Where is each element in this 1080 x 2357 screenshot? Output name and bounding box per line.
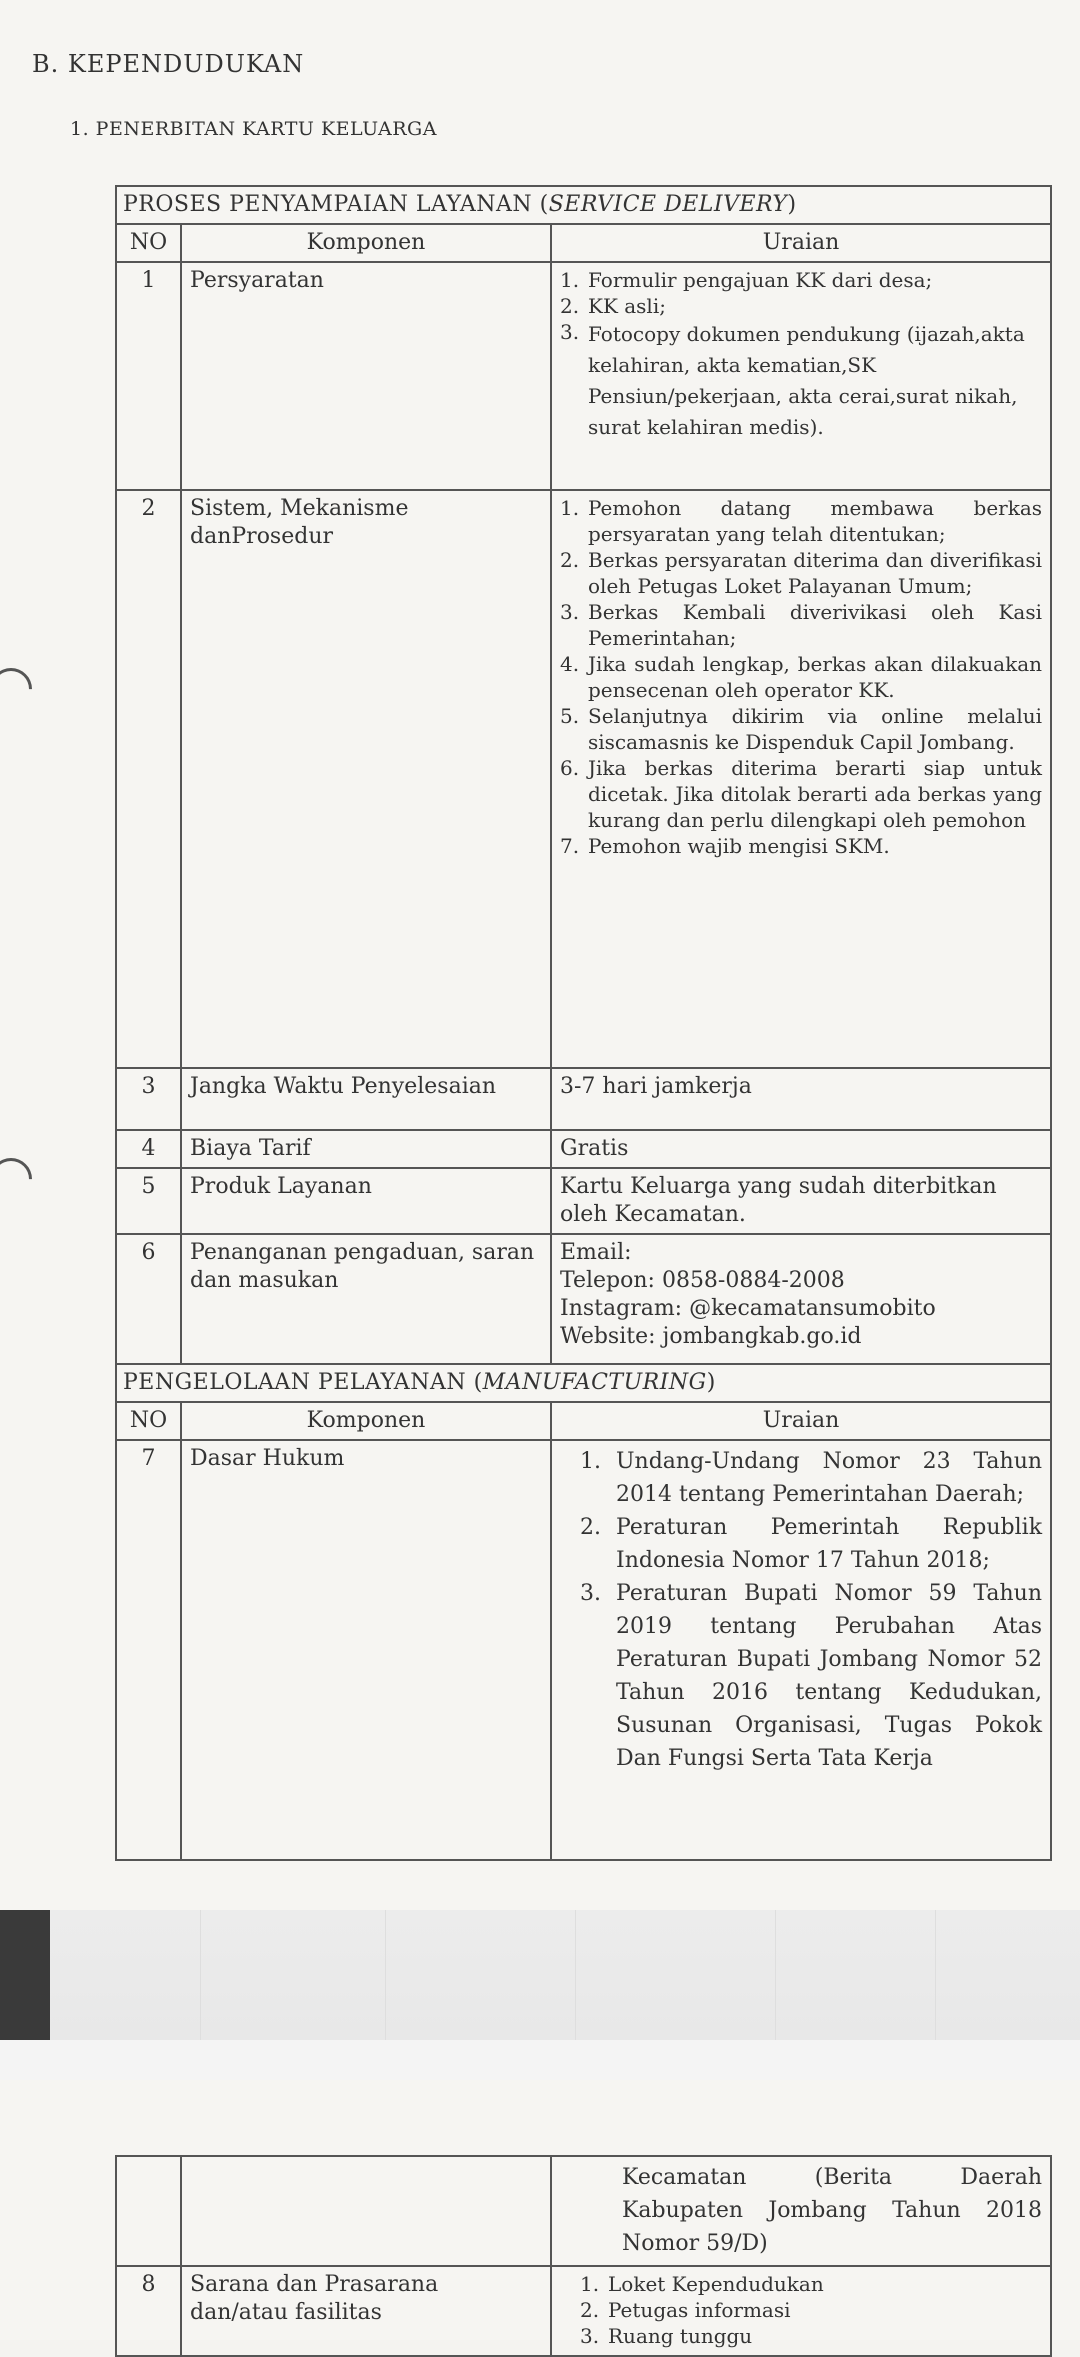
row-description xyxy=(551,1234,1051,1364)
service-delivery-header-row xyxy=(116,186,1051,224)
row-description: Kartu Keluarga yang sudah diterbitkan oleh Kecamatan. xyxy=(551,1168,1051,1234)
list xyxy=(560,2271,1042,2349)
list-item: 2. KK asli; xyxy=(560,294,666,318)
list-item: 1. Pemohon datang membawa berkas persyaratan yang telah ditentukan; xyxy=(560,496,1043,546)
row-description xyxy=(551,490,1051,1068)
row-component: Penanganan pengaduan, saran dan masukan xyxy=(181,1234,551,1364)
list-item: 1. Undang-Undang Nomor 23 Tahun 2014 tentang Pemerintahan Daerah; xyxy=(580,1449,1043,1507)
table-row xyxy=(116,1440,1051,1860)
row-number: 1 xyxy=(116,262,181,490)
row-component: Dasar Hukum xyxy=(181,1440,551,1860)
col-component: Komponen xyxy=(181,1402,551,1440)
contact-website: Website: jombangkab.go.id xyxy=(560,1324,862,1349)
row-component xyxy=(181,2156,551,2266)
col-component: Komponen xyxy=(181,224,551,262)
column-header-row xyxy=(116,1402,1051,1440)
service-delivery-header: PROSES PENYAMPAIAN LAYANAN (SERVICE DELIVERY) xyxy=(116,186,1051,224)
list-item: 1. Formulir pengajuan KK dari desa; xyxy=(560,268,933,292)
row-component: Persyaratan xyxy=(181,262,551,490)
document-page-2 xyxy=(0,2080,1080,2348)
row-number: 7 xyxy=(116,1440,181,1860)
page-gap xyxy=(0,2040,1080,2080)
punch-hole-icon xyxy=(0,1149,41,1208)
row-number: 8 xyxy=(116,2266,181,2356)
list-item: 3. Fotocopy dokumen pendukung (ijazah,akta kelahiran, akta kematian,SK Pensiun/pekerjaan, akta cerai,surat nikah, surat kelahiran medis). xyxy=(560,320,1025,439)
list xyxy=(560,495,1042,859)
contact-instagram: Instagram: @kecamatansumobito xyxy=(560,1296,936,1321)
list-item: 7. Pemohon wajib mengisi SKM. xyxy=(560,834,890,858)
row-component: Sistem, Mekanisme danProsedur xyxy=(181,490,551,1068)
list-item: 4. Jika sudah lengkap, berkas akan dilakuakan pensecenan oleh operator KK. xyxy=(560,652,1043,702)
col-no: NO xyxy=(116,224,181,262)
row-number: 5 xyxy=(116,1168,181,1234)
service-table xyxy=(115,185,1052,1861)
list-item: 3. Ruang tunggu xyxy=(580,2324,753,2348)
row-description: Gratis xyxy=(551,1130,1051,1168)
col-description: Uraian xyxy=(551,1402,1051,1440)
continuation-table xyxy=(115,2155,1052,2357)
row-number: 4 xyxy=(116,1130,181,1168)
table-row xyxy=(116,1130,1051,1168)
col-description: Uraian xyxy=(551,224,1051,262)
contact-phone: Telepon: 0858-0884-2008 xyxy=(560,1268,845,1293)
table-row xyxy=(116,262,1051,490)
row-description xyxy=(551,1440,1051,1860)
row-component: Biaya Tarif xyxy=(181,1130,551,1168)
row-component: Produk Layanan xyxy=(181,1168,551,1234)
list xyxy=(560,267,1042,443)
row-description: Kecamatan (Berita Daerah Kabupaten Jombang Tahun 2018 Nomor 59/D) xyxy=(551,2156,1051,2266)
row-description: 3-7 hari jamkerja xyxy=(551,1068,1051,1130)
sub-heading: 1. PENERBITAN KARTU KELUARGA xyxy=(70,118,437,140)
column-header-row xyxy=(116,224,1051,262)
table-row xyxy=(116,2156,1051,2266)
row-number: 6 xyxy=(116,1234,181,1364)
section-heading: B. KEPENDUDUKAN xyxy=(32,50,305,78)
strip-divider xyxy=(200,1910,201,2040)
list-item: 2. Petugas informasi xyxy=(580,2298,791,2322)
row-number: 2 xyxy=(116,490,181,1068)
col-no: NO xyxy=(116,1402,181,1440)
row-number: 3 xyxy=(116,1068,181,1130)
contact-email: Email: xyxy=(560,1240,632,1265)
strip-divider xyxy=(935,1910,936,2040)
list-item: 2. Berkas persyaratan diterima dan diverifikasi oleh Petugas Loket Palayanan Umum; xyxy=(560,548,1043,598)
row-description xyxy=(551,2266,1051,2356)
list-item: 3. Berkas Kembali diverivikasi oleh Kasi Pemerintahan; xyxy=(560,600,1043,650)
list-item: 2. Peraturan Pemerintah Republik Indonesia Nomor 17 Tahun 2018; xyxy=(580,1515,1043,1573)
manufacturing-header-row xyxy=(116,1364,1051,1402)
list xyxy=(560,1445,1042,1775)
strip-divider xyxy=(775,1910,776,2040)
list-item: 1. Loket Kependudukan xyxy=(580,2272,824,2296)
page-edge-shadow xyxy=(0,1910,50,2040)
table-row xyxy=(116,1068,1051,1130)
row-component: Jangka Waktu Penyelesaian xyxy=(181,1068,551,1130)
strip-divider xyxy=(385,1910,386,2040)
table-row xyxy=(116,490,1051,1068)
list-item: 3. Peraturan Bupati Nomor 59 Tahun 2019 tentang Perubahan Atas Peraturan Bupati Jombang Nomor 52 Tahun 2016 tentang Kedudukan, Susunan Organisasi, Tugas Pokok Dan Fungsi Serta Tata Kerja xyxy=(580,1581,1043,1771)
strip-divider xyxy=(575,1910,576,2040)
list-item: 6. Jika berkas diterima berarti siap untuk dicetak. Jika ditolak berarti ada berkas yang kurang dan perlu dilengkapi oleh pemohon xyxy=(560,756,1043,832)
manufacturing-header: PENGELOLAAN PELAYANAN (MANUFACTURING) xyxy=(116,1364,1051,1402)
table-row xyxy=(116,1234,1051,1364)
table-row xyxy=(116,1168,1051,1234)
page-gap-strip xyxy=(0,1910,1080,2040)
row-component: Sarana dan Prasarana dan/atau fasilitas xyxy=(181,2266,551,2356)
table-row xyxy=(116,2266,1051,2356)
list-item: 5. Selanjutnya dikirim via online melalui siscamasnis ke Dispenduk Capil Jombang. xyxy=(560,704,1043,754)
row-description xyxy=(551,262,1051,490)
punch-hole-icon xyxy=(0,659,41,718)
row-number xyxy=(116,2156,181,2266)
